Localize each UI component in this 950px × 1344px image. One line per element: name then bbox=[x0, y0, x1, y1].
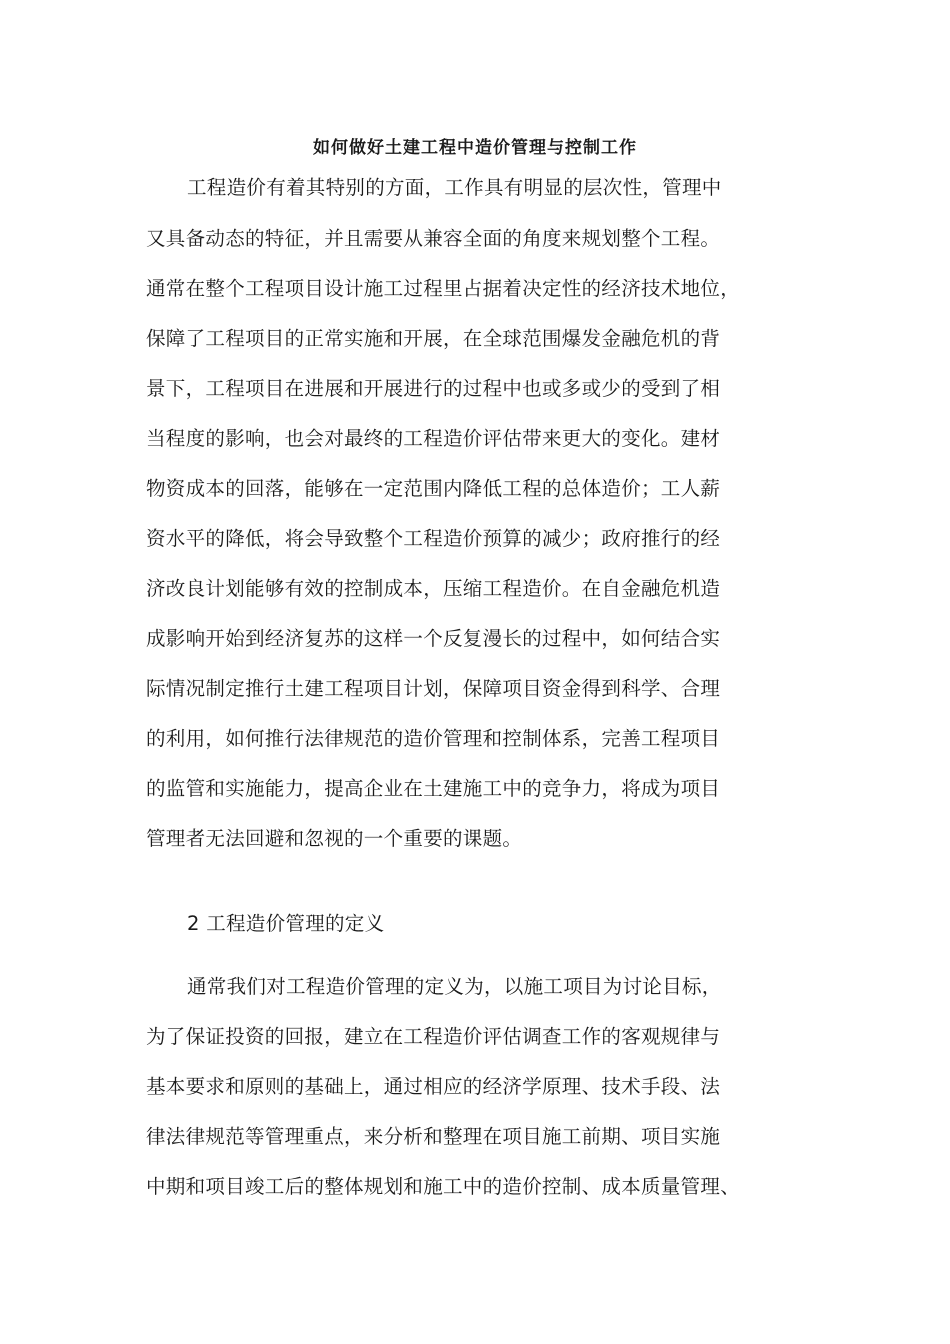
paragraph-line: 通常我们对工程造价管理的定义为，以施工项目为讨论目标， bbox=[187, 975, 722, 998]
paragraph-line: 基本要求和原则的基础上，通过相应的经济学原理、技术手段、法 bbox=[146, 1075, 721, 1098]
paragraph-line: 又具备动态的特征，并且需要从兼容全面的角度来规划整个工程。 bbox=[146, 227, 721, 250]
paragraph-line: 当程度的影响，也会对最终的工程造价评估带来更大的变化。建材 bbox=[146, 427, 721, 450]
paragraph-line: 管理者无法回避和忽视的一个重要的课题。 bbox=[146, 827, 523, 850]
paragraph-line: 通常在整个工程项目设计施工过程里占据着决定性的经济技术地位， bbox=[146, 277, 741, 300]
paragraph-line: 的利用，如何推行法律规范的造价管理和控制体系，完善工程项目 bbox=[146, 727, 721, 750]
paragraph-line: 景下，工程项目在进展和开展进行的过程中也或多或少的受到了相 bbox=[146, 377, 721, 400]
paragraph-line: 律法律规范等管理重点，来分析和整理在项目施工前期、项目实施 bbox=[146, 1125, 721, 1148]
paragraph-line: 为了保证投资的回报，建立在工程造价评估调查工作的客观规律与 bbox=[146, 1025, 721, 1048]
paragraph-line: 工程造价有着其特别的方面，工作具有明显的层次性，管理中 bbox=[187, 176, 722, 199]
paragraph-line: 济改良计划能够有效的控制成本，压缩工程造价。在自金融危机造 bbox=[146, 577, 721, 600]
document-title: 如何做好土建工程中造价管理与控制工作 bbox=[313, 138, 637, 158]
paragraph-line: 的监管和实施能力，提高企业在土建施工中的竞争力，将成为项目 bbox=[146, 777, 721, 800]
paragraph-line: 成影响开始到经济复苏的这样一个反复漫长的过程中，如何结合实 bbox=[146, 627, 721, 650]
paragraph-line: 际情况制定推行土建工程项目计划，保障项目资金得到科学、合理 bbox=[146, 677, 721, 700]
paragraph-line: 中期和项目竣工后的整体规划和施工中的造价控制、成本质量管理、 bbox=[146, 1175, 741, 1198]
paragraph-line: 保障了工程项目的正常实施和开展，在全球范围爆发金融危机的背 bbox=[146, 327, 721, 350]
paragraph-line: 物资成本的回落，能够在一定范围内降低工程的总体造价；工人薪 bbox=[146, 477, 721, 500]
paragraph-line: 资水平的降低，将会导致整个工程造价预算的减少；政府推行的经 bbox=[146, 527, 721, 550]
section-heading: 2 工程造价管理的定义 bbox=[187, 912, 385, 935]
